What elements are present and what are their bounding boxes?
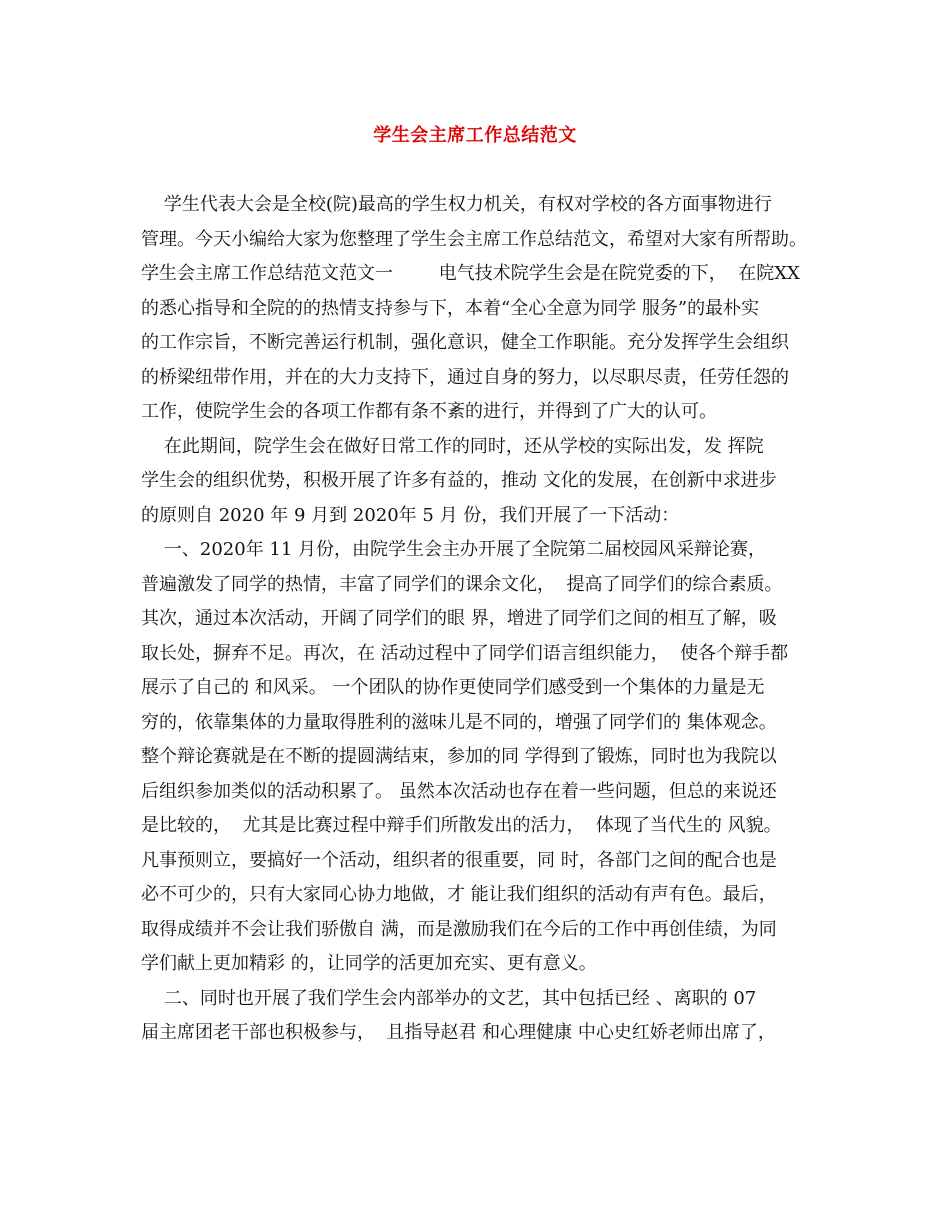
body-text-line: 凡事预则立，要搞好一个活动，组织者的很重要，同 时，各部门之间的配合也是 (141, 849, 777, 871)
body-text-line: 是比较的， 尤其是比赛过程中辩手们所散发出的活力， 体现了当代生的 风貌。 (141, 815, 782, 836)
body-text-line: 学们献上更加精彩 的，让同学的活更加充实、更有意义。 (141, 953, 597, 974)
body-text-line: 在此期间，院学生会在做好日常工作的同时，还从学校的实际出发，发 挥院 (141, 435, 764, 457)
body-text-line: 学生会的组织优势，积极开展了许多有益的，推动 文化的发展，在创新中求进步 (141, 470, 777, 491)
document-title: 学生会主席工作总结范文 (373, 125, 577, 146)
body-text-line: 展示了自己的 和风采。 一个团队的协作更使同学们感受到一个集体的力量是无 (141, 677, 765, 698)
body-text-line: 其次，通过本次活动，开阔了同学们的眼 界，增进了同学们之间的相互了解，吸 (141, 608, 777, 629)
body-text-line: 学生代表大会是全校(院)最高的学生权力机关，有权对学校的各方面事物进行 (141, 194, 772, 215)
body-text-line: 工作，使院学生会的各项工作都有条不紊的进行，并得到了广大的认可。 (141, 401, 717, 422)
body-text-line: 学生会主席工作总结范文范文一 电气技术院学生会是在院党委的下， 在院XX (141, 263, 800, 284)
body-text-line: 管理。今天小编给大家为您整理了学生会主席工作总结范文，希望对大家有所帮助。 (141, 228, 807, 250)
body-text-line: 必不可少的，只有大家同心协力地做，才 能让我们组织的活动有声有色。最后， (141, 884, 777, 905)
body-text-line: 取长处，摒弃不足。再次，在 活动过程中了同学们语言组织能力， 使各个辩手都 (141, 642, 789, 664)
document-body (141, 188, 821, 1051)
body-text-line: 的工作宗旨，不断完善运行机制，强化意识，健全工作职能。充分发挥学生会组织 (141, 332, 789, 353)
body-text-line: 的桥梁纽带作用，并在的大力支持下，通过自身的努力，以尽职尽责，任劳任怨的 (141, 366, 789, 388)
body-text-line: 二、同时也开展了我们学生会内部举办的文艺，其中包括已经 、离职的 07 (141, 987, 757, 1009)
body-text-line: 的悉心指导和全院的的热情支持参与下，本着“全心全意为同学 服务”的最朴实 (141, 297, 760, 319)
body-text-line: 的原则自 2020 年 9 月到 2020年 5 月 份，我们开展了一下活动： (141, 504, 680, 526)
body-text-line: 取得成绩并不会让我们骄傲自 满，而是激励我们在今后的工作中再创佳绩，为同 (141, 918, 777, 940)
body-text-line: 届主席团老干部也积极参与， 且指导赵君 和心理健康 中心史红娇老师出席了， (141, 1022, 776, 1043)
body-text-line: 普遍激发了同学的热情，丰富了同学们的课余文化， 提高了同学们的综合素质。 (141, 573, 783, 595)
body-text-line: 整个辩论赛就是在不断的提圆满结束，参加的同 学得到了锻炼，同时也为我院以 (141, 746, 777, 767)
body-text-line: 穷的，依靠集体的力量取得胜利的滋味儿是不同的，增强了同学们的 集体观念。 (141, 711, 777, 733)
body-text-line: 一、2020年 11 月份，由院学生会主办开展了全院第二届校园风采辩论赛， (141, 539, 767, 560)
body-text-line: 后组织参加类似的活动积累了。 虽然本次活动也存在着一些问题，但总的来说还 (141, 780, 777, 802)
